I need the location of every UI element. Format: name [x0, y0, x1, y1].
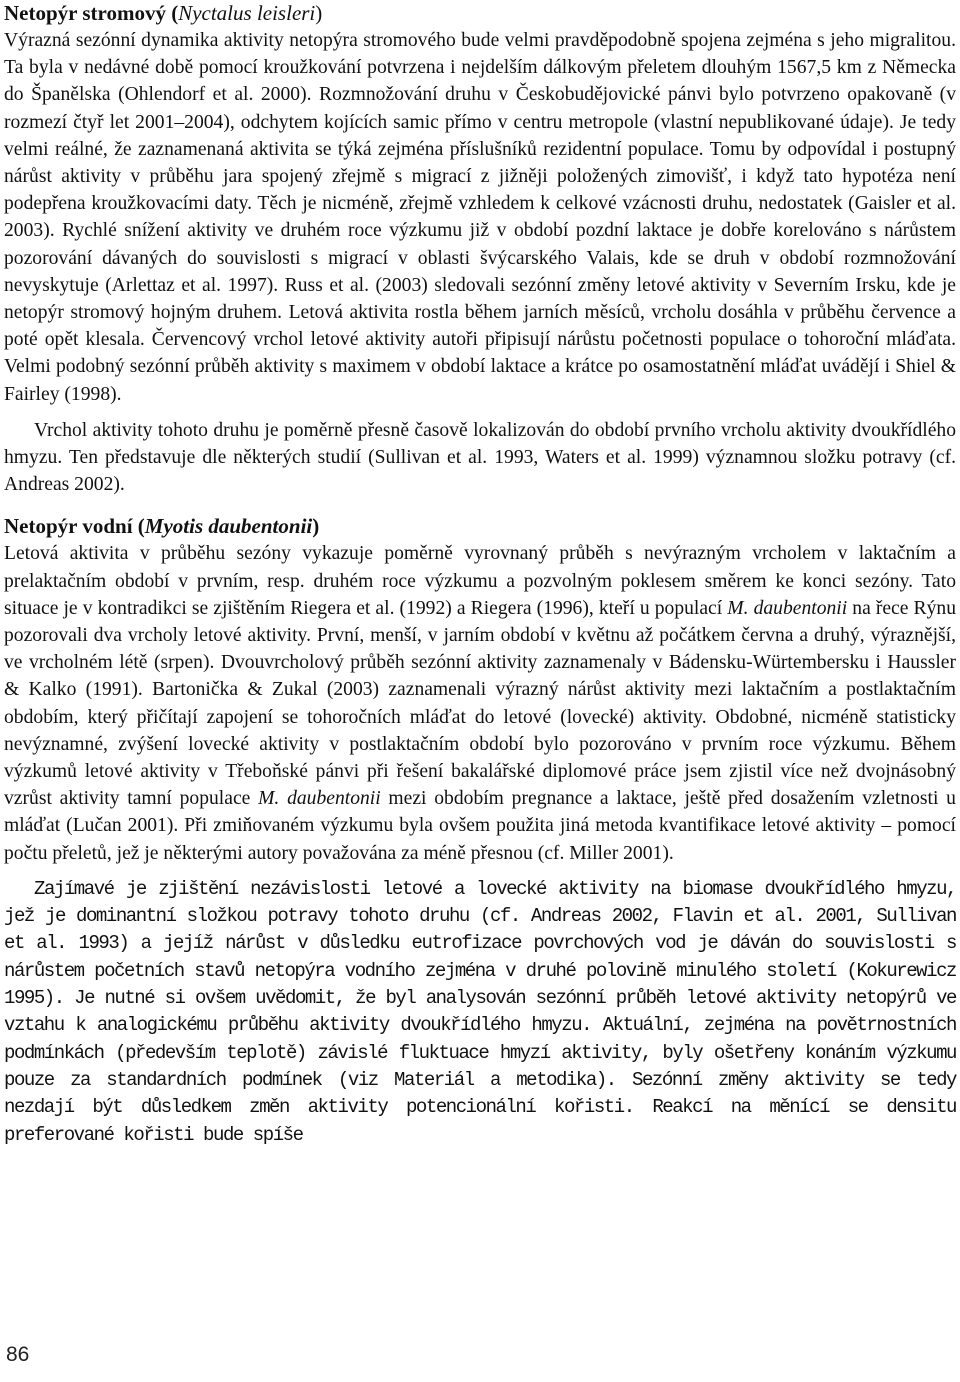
heading-text-suffix: )	[315, 1, 323, 25]
section-nyctalus-leisleri	[4, 0, 956, 498]
latin-name: M. daubentonii	[727, 597, 848, 619]
heading-latin-name: Myotis daubentonii	[144, 514, 313, 539]
paragraph-text: Letová aktivita v průběhu sezóny vykazuje poměrně vyrovnaný průběh s nevýrazným vrcholem v laktačním a prelaktačním období v prvním, resp. druhém roce výzkumu a pozvolným poklesem směrem ke konci sezóny. Tato situace je v kontradikci se zjištěním Riegera et al. (1992) a Riegera (1996), kteří u populací	[4, 543, 956, 619]
heading-text: Netopýr vodní (	[4, 514, 145, 539]
latin-name: M. daubentonii	[258, 788, 381, 810]
document-page	[4, 0, 956, 1149]
paragraph-text: mezi obdobím pregnance a laktace, ještě před dosažením vzletnosti u mláďat (Lučan 2001). Při zmiňovaném výzkumu byla ovšem použita jiná metoda kvantifikace letové aktivity – pomocí počtu přeletů, jež je některými autory považována za méně přesnou (cf. Miller 2001).	[4, 788, 956, 864]
paragraph: Vrchol aktivity tohoto druhu je poměrně přesně časově lokalizován do období prvního vrcholu aktivity dvoukřídlého hmyzu. Ten představuje dle některých studií (Sullivan et al. 1993, Waters et al. 1999) významnou složku potravy (cf. Andreas 2002).	[4, 419, 956, 496]
heading-text: Netopýr stromový (	[4, 1, 179, 25]
page-number: 86	[6, 1343, 30, 1366]
heading-latin-name: Nyctalus leisleri	[178, 1, 316, 25]
section-heading	[4, 0, 956, 27]
paragraph: Zajímavé je zjištění nezávislosti letové a lovecké aktivity na biomase dvoukřídlého hmyzu, jež je dominantní složkou potravy tohoto druhu (cf. Andreas 2002, Flavin et al. 2001, Sullivan et al. 1993) a jejíž nárůst v důsledku eutrofizace povrchových vod je dáván do souvislosti s nárůstem početních stavů netopýra vodního zejména v druhé polovině minulého století (Kokurewicz 1995). Je nutné si ovšem uvědomit, že byl analysován sezónní průběh letové aktivity netopýrů ve vztahu k analogickému průběhu aktivity dvoukřídlého hmyzu. Aktuální, zejména na povětrnostních podmínkách (především teplotě) závislé fluktuace hmyzí aktivity, byly ošetřeny konáním výzkumu pouze za standardních podmínek (viz Materiál a metodika). Sezónní změny aktivity se tedy nezdají být důsledkem změn aktivity potencionální kořisti. Reakcí na měnící se densitu preferované kořisti bude spíše	[4, 877, 956, 1146]
section-heading	[4, 513, 956, 540]
section-myotis-daubentonii	[4, 513, 956, 1148]
heading-text-suffix: )	[312, 514, 320, 539]
paragraph	[4, 540, 956, 866]
paragraph: Výrazná sezónní dynamika aktivity netopýra stromového bude velmi pravděpodobně spojena zejména s jeho migralitou. Ta byla v nedávné době pomocí kroužkování potvrzena i nejdelším dálkovým přeletem dlouhým 1567,5 km z Německa do Španělska (Ohlendorf et al. 2000). Rozmnožování druhu v Českobudějovické pánvi bylo potvrzeno opakovaně (v rozmezí čtyř let 2001–2004), odchytem kojících samic přímo v centru metropole (vlastní nepublikované údaje). Je tedy velmi reálné, že zaznamenaná aktivita se týká zejména příslušníků rezidentní populace. Tomu by odpovídal i postupný nárůst aktivity v průběhu jara spojený zřejmě s migrací z jižněji položených zimovišť, i když tato hypotéza není podepřena kroužkovacími daty. Těch je nicméně, zřejmě vzhledem k celkové vzácnosti druhu, nedostatek (Gaisler et al. 2003). Rychlé snížení aktivity ve druhém roce výzkumu již v období pozdní laktace je dobře korelováno s nárůstem pozorování dávaných do souvislosti s migrací v oblasti švýcarského Valais, kde se druh v období rozmnožování nevyskytuje (Arlettaz et al. 1997). Russ et al. (2003) sledovali sezónní změny letové aktivity v Severním Irsku, kde je netopýr stromový hojným druhem. Letová aktivita rostla během jarních měsíců, vrcholu dosáhla v průběhu července a poté opět klesala. Červencový vrchol letové aktivity autoři připisují nárůstu početnosti populace o tohoroční mláďata. Velmi podobný sezónní průběh aktivity s maximem v období laktace a krátce po osamostatnění mláďat uvádějí i Shiel & Fairley (1998).	[4, 30, 956, 405]
paragraph-text: na řece Rýnu pozorovali dva vrcholy letové aktivity. První, menší, v jarním období v květnu až počátkem června a druhý, výraznější, ve vrcholném létě (srpen). Dvouvrcholový průběh sezónní aktivity zaznamenaly v Bádensku-Würtembersku i Haussler & Kalko (1991). Bartonička & Zukal (2003) zaznamenali výrazný nárůst aktivity mezi laktačním a postlaktačním obdobím, který přičítají zapojení se tohoročních mláďat do letové (lovecké) aktivity. Obdobné, nicméně statisticky nevýznamné, zvýšení lovecké aktivity v postlaktačním období bylo pozorováno v prvním roce výzkumu. Během výzkumů letové aktivity v Třeboňské pánvi při řešení bakalářské diplomové práce jsem zjistil více než dvojnásobný vzrůst aktivity tamní populace	[4, 597, 956, 810]
